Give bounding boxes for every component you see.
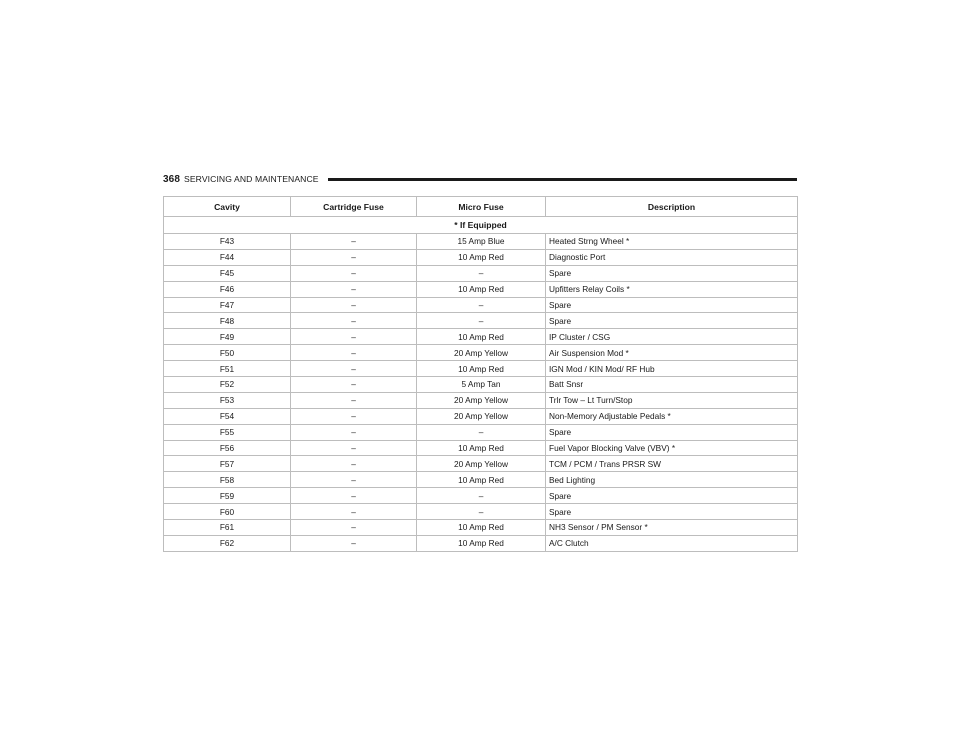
micro-fuse-cell: 5 Amp Tan	[417, 377, 546, 393]
micro-fuse-cell: –	[417, 265, 546, 281]
cartridge-fuse-cell: –	[291, 234, 417, 250]
table-header-row	[164, 197, 798, 217]
if-equipped-note: * If Equipped	[164, 217, 798, 234]
cartridge-fuse-cell: –	[291, 345, 417, 361]
cartridge-fuse-cell: –	[291, 361, 417, 377]
cavity-cell: F57	[164, 456, 291, 472]
cavity-cell: F55	[164, 424, 291, 440]
cartridge-fuse-cell: –	[291, 249, 417, 265]
description-cell: IGN Mod / KIN Mod/ RF Hub	[546, 361, 798, 377]
description-cell: NH3 Sensor / PM Sensor *	[546, 520, 798, 536]
cavity-cell: F54	[164, 408, 291, 424]
micro-fuse-cell: 20 Amp Yellow	[417, 345, 546, 361]
micro-fuse-cell: 10 Amp Red	[417, 249, 546, 265]
table-row	[164, 265, 798, 281]
table-row	[164, 520, 798, 536]
cavity-cell: F52	[164, 377, 291, 393]
header-rule	[328, 178, 797, 181]
table-row	[164, 313, 798, 329]
cavity-cell: F62	[164, 535, 291, 551]
micro-fuse-cell: 10 Amp Red	[417, 440, 546, 456]
micro-fuse-cell: 20 Amp Yellow	[417, 408, 546, 424]
cavity-cell: F45	[164, 265, 291, 281]
cavity-cell: F43	[164, 234, 291, 250]
cartridge-fuse-cell: –	[291, 472, 417, 488]
micro-fuse-cell: –	[417, 488, 546, 504]
cartridge-fuse-cell: –	[291, 504, 417, 520]
description-cell: Spare	[546, 488, 798, 504]
cavity-cell: F44	[164, 249, 291, 265]
table-row	[164, 408, 798, 424]
table-row	[164, 329, 798, 345]
fuse-table	[163, 196, 798, 552]
cartridge-fuse-cell: –	[291, 535, 417, 551]
description-cell: Non-Memory Adjustable Pedals *	[546, 408, 798, 424]
table-row	[164, 361, 798, 377]
description-cell: Spare	[546, 297, 798, 313]
table-row	[164, 472, 798, 488]
cartridge-fuse-cell: –	[291, 313, 417, 329]
cartridge-fuse-cell: –	[291, 424, 417, 440]
cavity-cell: F46	[164, 281, 291, 297]
table-row	[164, 377, 798, 393]
cartridge-fuse-cell: –	[291, 456, 417, 472]
micro-fuse-cell: 10 Amp Red	[417, 472, 546, 488]
description-cell: IP Cluster / CSG	[546, 329, 798, 345]
column-header-description: Description	[546, 197, 798, 217]
table-row	[164, 535, 798, 551]
cavity-cell: F53	[164, 392, 291, 408]
table-row	[164, 440, 798, 456]
table-row	[164, 297, 798, 313]
cavity-cell: F50	[164, 345, 291, 361]
description-cell: Air Suspension Mod *	[546, 345, 798, 361]
cartridge-fuse-cell: –	[291, 281, 417, 297]
cartridge-fuse-cell: –	[291, 329, 417, 345]
micro-fuse-cell: 15 Amp Blue	[417, 234, 546, 250]
cavity-cell: F49	[164, 329, 291, 345]
cartridge-fuse-cell: –	[291, 488, 417, 504]
description-cell: A/C Clutch	[546, 535, 798, 551]
cartridge-fuse-cell: –	[291, 377, 417, 393]
micro-fuse-cell: 10 Amp Red	[417, 535, 546, 551]
note-row	[164, 217, 798, 234]
micro-fuse-cell: –	[417, 424, 546, 440]
cavity-cell: F51	[164, 361, 291, 377]
table-row	[164, 456, 798, 472]
cavity-cell: F58	[164, 472, 291, 488]
cartridge-fuse-cell: –	[291, 297, 417, 313]
column-header-cartridge-fuse: Cartridge Fuse	[291, 197, 417, 217]
description-cell: Spare	[546, 313, 798, 329]
cartridge-fuse-cell: –	[291, 408, 417, 424]
description-cell: Heated Strng Wheel *	[546, 234, 798, 250]
cartridge-fuse-cell: –	[291, 392, 417, 408]
section-title: SERVICING AND MAINTENANCE	[184, 174, 319, 184]
cavity-cell: F48	[164, 313, 291, 329]
micro-fuse-cell: 20 Amp Yellow	[417, 392, 546, 408]
column-header-cavity: Cavity	[164, 197, 291, 217]
description-cell: Upfitters Relay Coils *	[546, 281, 798, 297]
cartridge-fuse-cell: –	[291, 265, 417, 281]
cavity-cell: F56	[164, 440, 291, 456]
cavity-cell: F47	[164, 297, 291, 313]
description-cell: Bed Lighting	[546, 472, 798, 488]
table-row	[164, 488, 798, 504]
micro-fuse-cell: –	[417, 504, 546, 520]
description-cell: Diagnostic Port	[546, 249, 798, 265]
description-cell: Fuel Vapor Blocking Valve (VBV) *	[546, 440, 798, 456]
micro-fuse-cell: 10 Amp Red	[417, 361, 546, 377]
page-header	[163, 172, 797, 186]
cavity-cell: F60	[164, 504, 291, 520]
description-cell: Trlr Tow – Lt Turn/Stop	[546, 392, 798, 408]
description-cell: TCM / PCM / Trans PRSR SW	[546, 456, 798, 472]
description-cell: Spare	[546, 424, 798, 440]
micro-fuse-cell: 10 Amp Red	[417, 329, 546, 345]
description-cell: Spare	[546, 504, 798, 520]
cartridge-fuse-cell: –	[291, 440, 417, 456]
micro-fuse-cell: –	[417, 297, 546, 313]
cavity-cell: F61	[164, 520, 291, 536]
table-row	[164, 424, 798, 440]
micro-fuse-cell: 10 Amp Red	[417, 520, 546, 536]
table-row	[164, 504, 798, 520]
micro-fuse-cell: –	[417, 313, 546, 329]
table-row	[164, 392, 798, 408]
cavity-cell: F59	[164, 488, 291, 504]
table-row	[164, 345, 798, 361]
table-row	[164, 249, 798, 265]
micro-fuse-cell: 20 Amp Yellow	[417, 456, 546, 472]
description-cell: Spare	[546, 265, 798, 281]
table-row	[164, 281, 798, 297]
table-row	[164, 234, 798, 250]
column-header-micro-fuse: Micro Fuse	[417, 197, 546, 217]
cartridge-fuse-cell: –	[291, 520, 417, 536]
micro-fuse-cell: 10 Amp Red	[417, 281, 546, 297]
description-cell: Batt Snsr	[546, 377, 798, 393]
page-number: 368	[163, 173, 180, 185]
